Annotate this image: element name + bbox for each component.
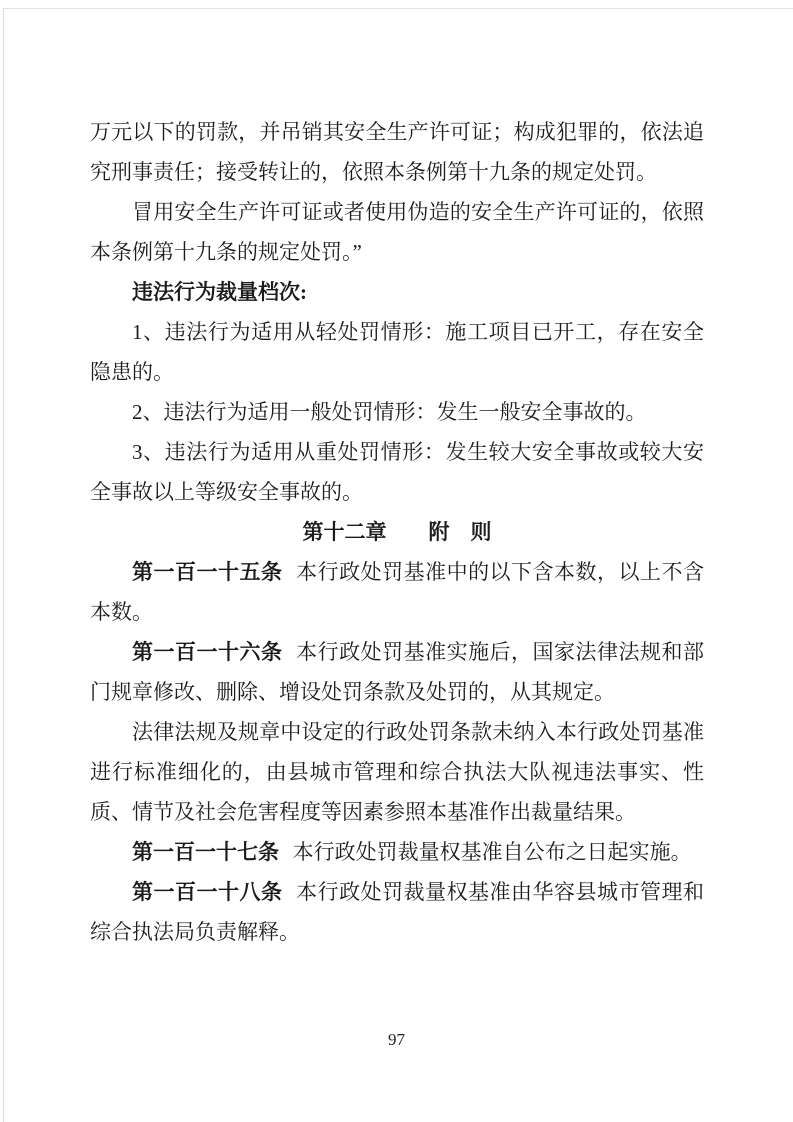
paragraph-article-116-supplement: 法律法规及规章中设定的行政处罚条款未纳入本行政处罚基准进行标准细化的，由县城市管理和综合执法大队视违法事实、性质、情节及社会危害程度等因素参照本基准作出裁量结果。: [90, 720, 704, 824]
paragraph-article-115: [90, 552, 704, 632]
paragraph-article-117: [90, 832, 704, 872]
discretion-item-1: 1、违法行为适用从轻处罚情形：施工项目已开工，存在安全隐患的。: [90, 320, 704, 384]
article-117-text: 本行政处罚裁量权基准自公布之日起实施。: [292, 840, 692, 864]
page-number: 97: [388, 1030, 405, 1049]
article-117-number: 第一百一十七条: [132, 840, 279, 864]
discretion-item-3: 3、违法行为适用从重处罚情形：发生较大安全事故或较大安全事故以上等级安全事故的。: [90, 440, 704, 504]
article-115-text: 本行政处罚基准中的以下含本数，以上不含本数。: [90, 560, 705, 624]
chapter-heading: 第十二章 附 则: [302, 520, 492, 544]
discretion-item-2: 2、违法行为适用一般处罚情形：发生一般安全事故的。: [132, 400, 647, 424]
scan-edge-top: [4, 8, 793, 9]
article-115-number: 第一百一十五条: [132, 560, 283, 584]
paragraph-penalty-continuation: 万元以下的罚款，并吊销其安全生产许可证；构成犯罪的，依法追究刑事责任；接受转让的，依照本条例第十九条的规定处罚。: [90, 120, 704, 184]
document-body: [90, 112, 704, 952]
scan-edge-left: [3, 8, 4, 1122]
paragraph-article-116: [90, 632, 704, 712]
article-118-number: 第一百一十八条: [132, 880, 283, 904]
article-116-text: 本行政处罚基准实施后，国家法律法规和部门规章修改、删除、增设处罚条款及处罚的，从其规定。: [90, 640, 705, 704]
paragraph-article-118: [90, 872, 704, 952]
article-116-number: 第一百一十六条: [132, 640, 283, 664]
paragraph-counterfeit-license: 冒用安全生产许可证或者使用伪造的安全生产许可证的，依照本条例第十九条的规定处罚。”: [90, 200, 704, 264]
heading-discretion-levels: 违法行为裁量档次:: [132, 280, 307, 304]
article-118-text: 本行政处罚裁量权基准由华容县城市管理和综合执法局负责解释。: [90, 880, 705, 944]
